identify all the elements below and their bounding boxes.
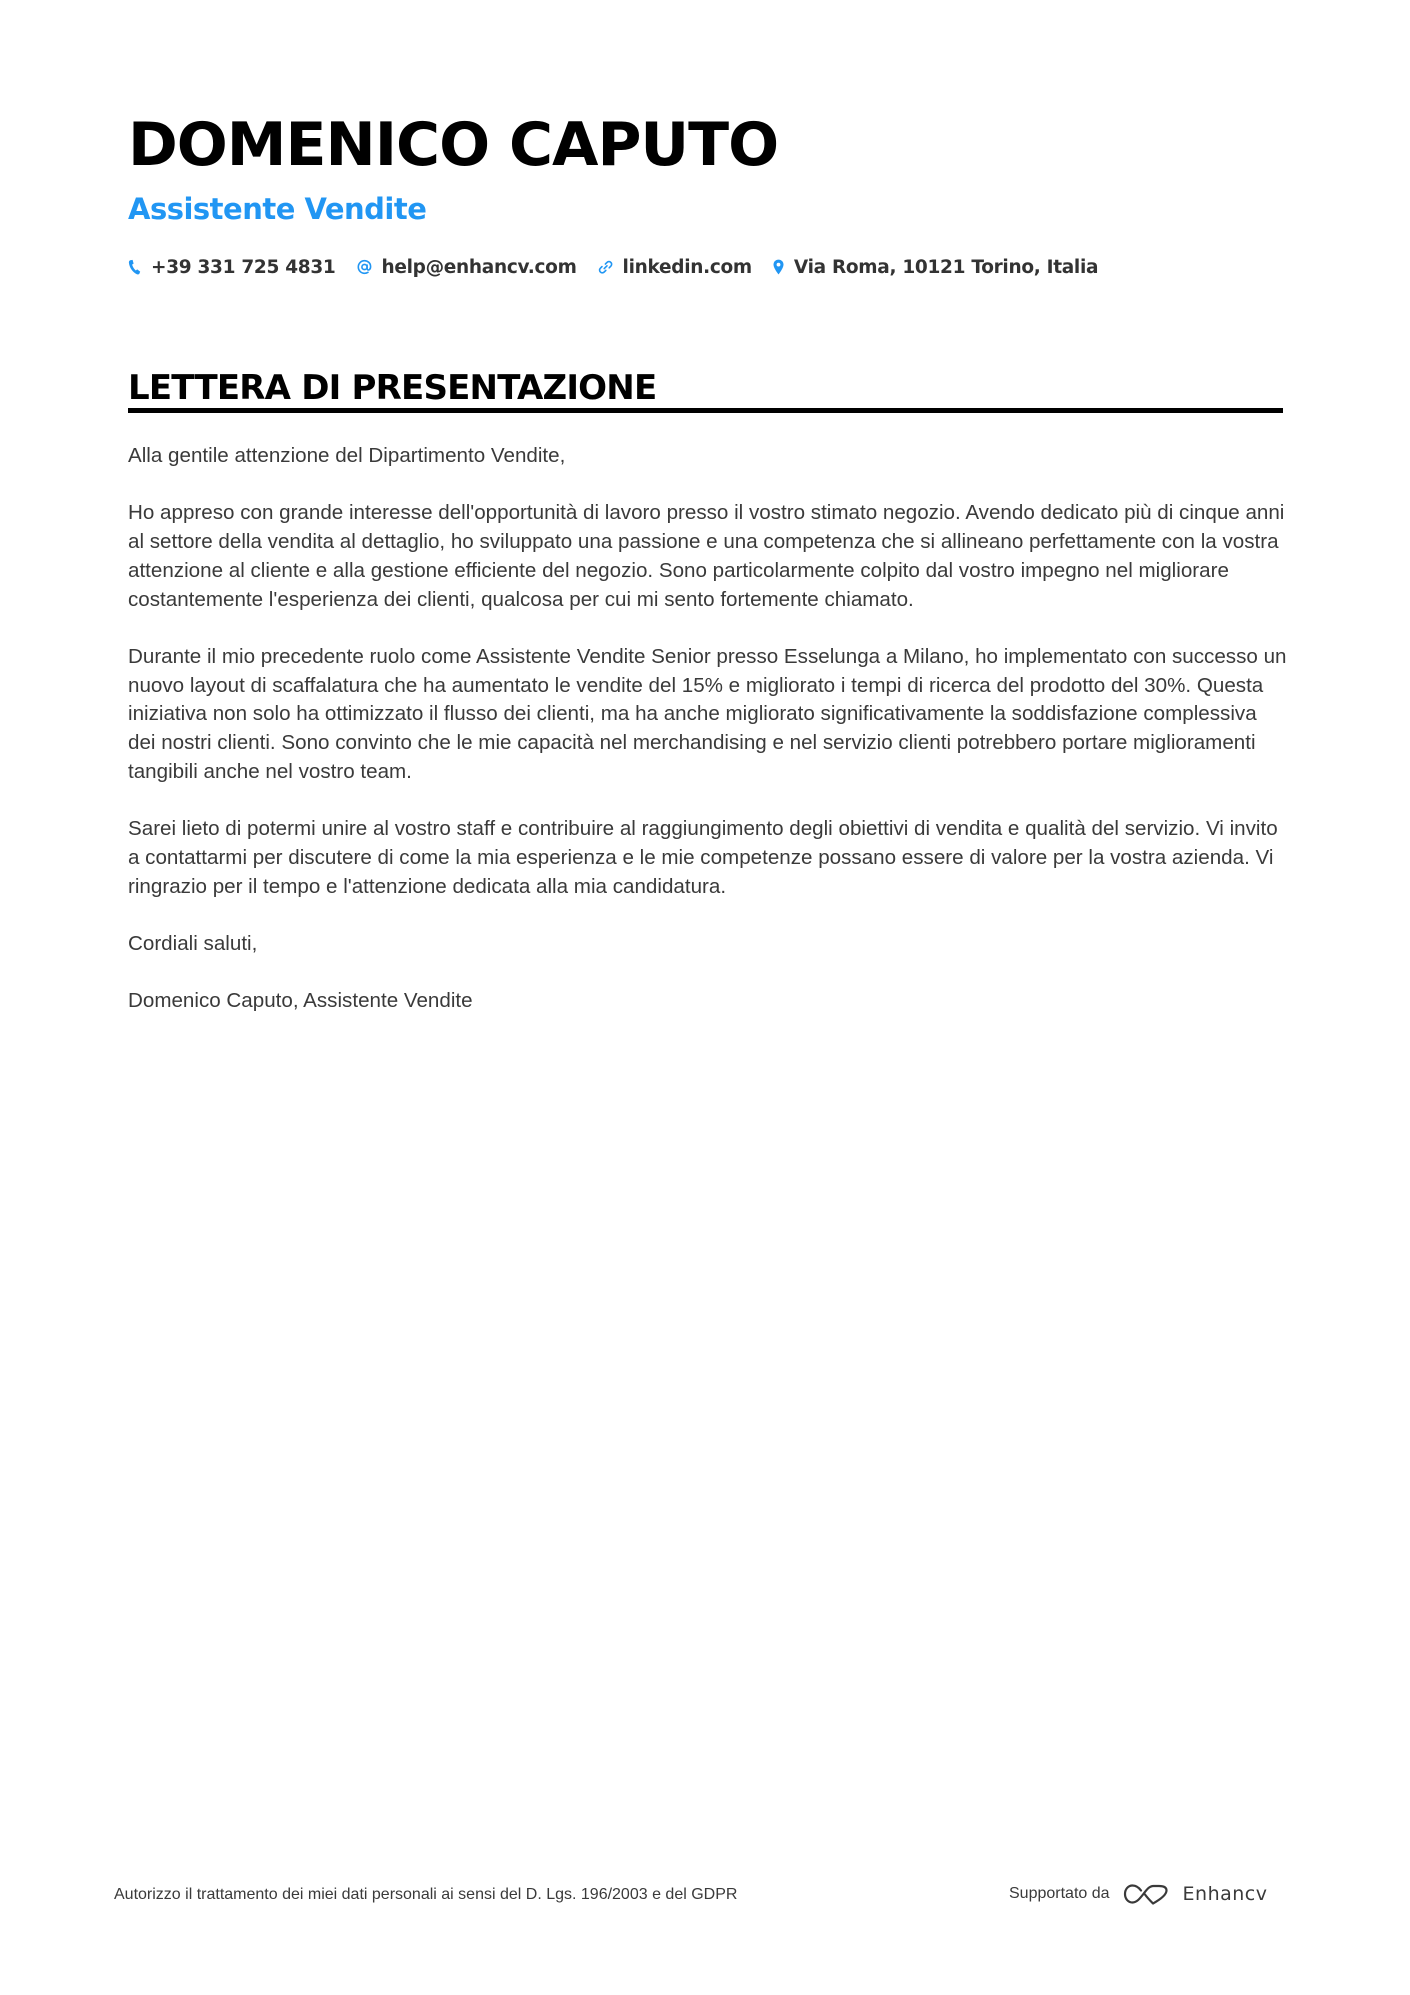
- contact-address: [773, 257, 1098, 278]
- letter-body: [128, 442, 1288, 1045]
- email-address[interactable]: help@enhancv.com: [381, 256, 577, 278]
- location-pin-icon: [773, 259, 784, 275]
- letter-closing: Cordiali saluti,: [128, 931, 258, 955]
- letter-paragraph: Ho appreso con grande interesse dell'opportunità di lavoro presso il vostro stimato negozio. Avendo dedicato più di cinque anni al settore della vendita al dettaglio, ho sviluppato una passione e una competenza che si allineano perfettamente con la vostra attenzione al cliente e alla gestione efficiente del negozio. Sono particolarmente colpito dal vostro impegno nel migliorare costantemente l'esperienza dei clienti, qualcosa per cui mi sento fortemente chiamato.: [128, 501, 1285, 611]
- letter-signature: Domenico Caputo, Assistente Vendite: [128, 989, 473, 1013]
- consent-notice: Autorizzo il trattamento dei miei dati personali ai sensi del D. Lgs. 196/2003 e del GDPR: [114, 1886, 738, 1903]
- candidate-role: Assistente Vendite: [128, 192, 427, 226]
- postal-address: Via Roma, 10121 Torino, Italia: [793, 256, 1099, 278]
- contact-phone: [128, 257, 336, 278]
- enhancv-wordmark: Enhancv: [1182, 1883, 1268, 1905]
- link-icon: [598, 259, 613, 275]
- section-title: LETTERA DI PRESENTAZIONE: [128, 368, 657, 408]
- enhancv-logo-icon: [1123, 1882, 1169, 1906]
- contact-linkedin: [598, 257, 752, 278]
- contact-email: [357, 257, 577, 278]
- phone-icon: [128, 259, 141, 275]
- powered-by-label: Supportato da: [1009, 1885, 1110, 1902]
- letter-salutation: Alla gentile attenzione del Dipartimento Vendite,: [128, 444, 566, 467]
- contact-row: [128, 253, 1119, 281]
- letter-paragraph: Sarei lieto di potermi unire al vostro staff e contribuire al raggiungimento degli obiettivi di vendita e qualità del servizio. Vi invito a contattarmi per discutere di come la mia esperienza e le mie competenze possano essere di valore per la vostra azienda. Vi ringrazio per il tempo e l'attenzione dedicata alla mia candidatura.: [128, 817, 1278, 898]
- at-icon: [357, 259, 372, 275]
- letter-paragraph: Durante il mio precedente ruolo come Assistente Vendite Senior presso Esselunga a Milano, ho implementato con successo un nuovo layout di scaffalatura che ha aumentato le vendite del 15% e migliorato i tempi di ricerca del prodotto del 30%. Questa iniziativa non solo ha ottimizzato il flusso dei clienti, ma ha anche migliorato significativamente la soddisfazione complessiva dei nostri clienti. Sono convinto che le mie capacità nel merchandising e nel servizio clienti potrebbero portare miglioramenti tangibili anche nel vostro team.: [128, 644, 1287, 783]
- candidate-name: DOMENICO CAPUTO: [128, 110, 779, 180]
- linkedin-link[interactable]: linkedin.com: [622, 256, 752, 278]
- powered-by: [1009, 1880, 1268, 1908]
- phone-number: +39 331 725 4831: [151, 256, 336, 278]
- section-divider: [128, 408, 1283, 413]
